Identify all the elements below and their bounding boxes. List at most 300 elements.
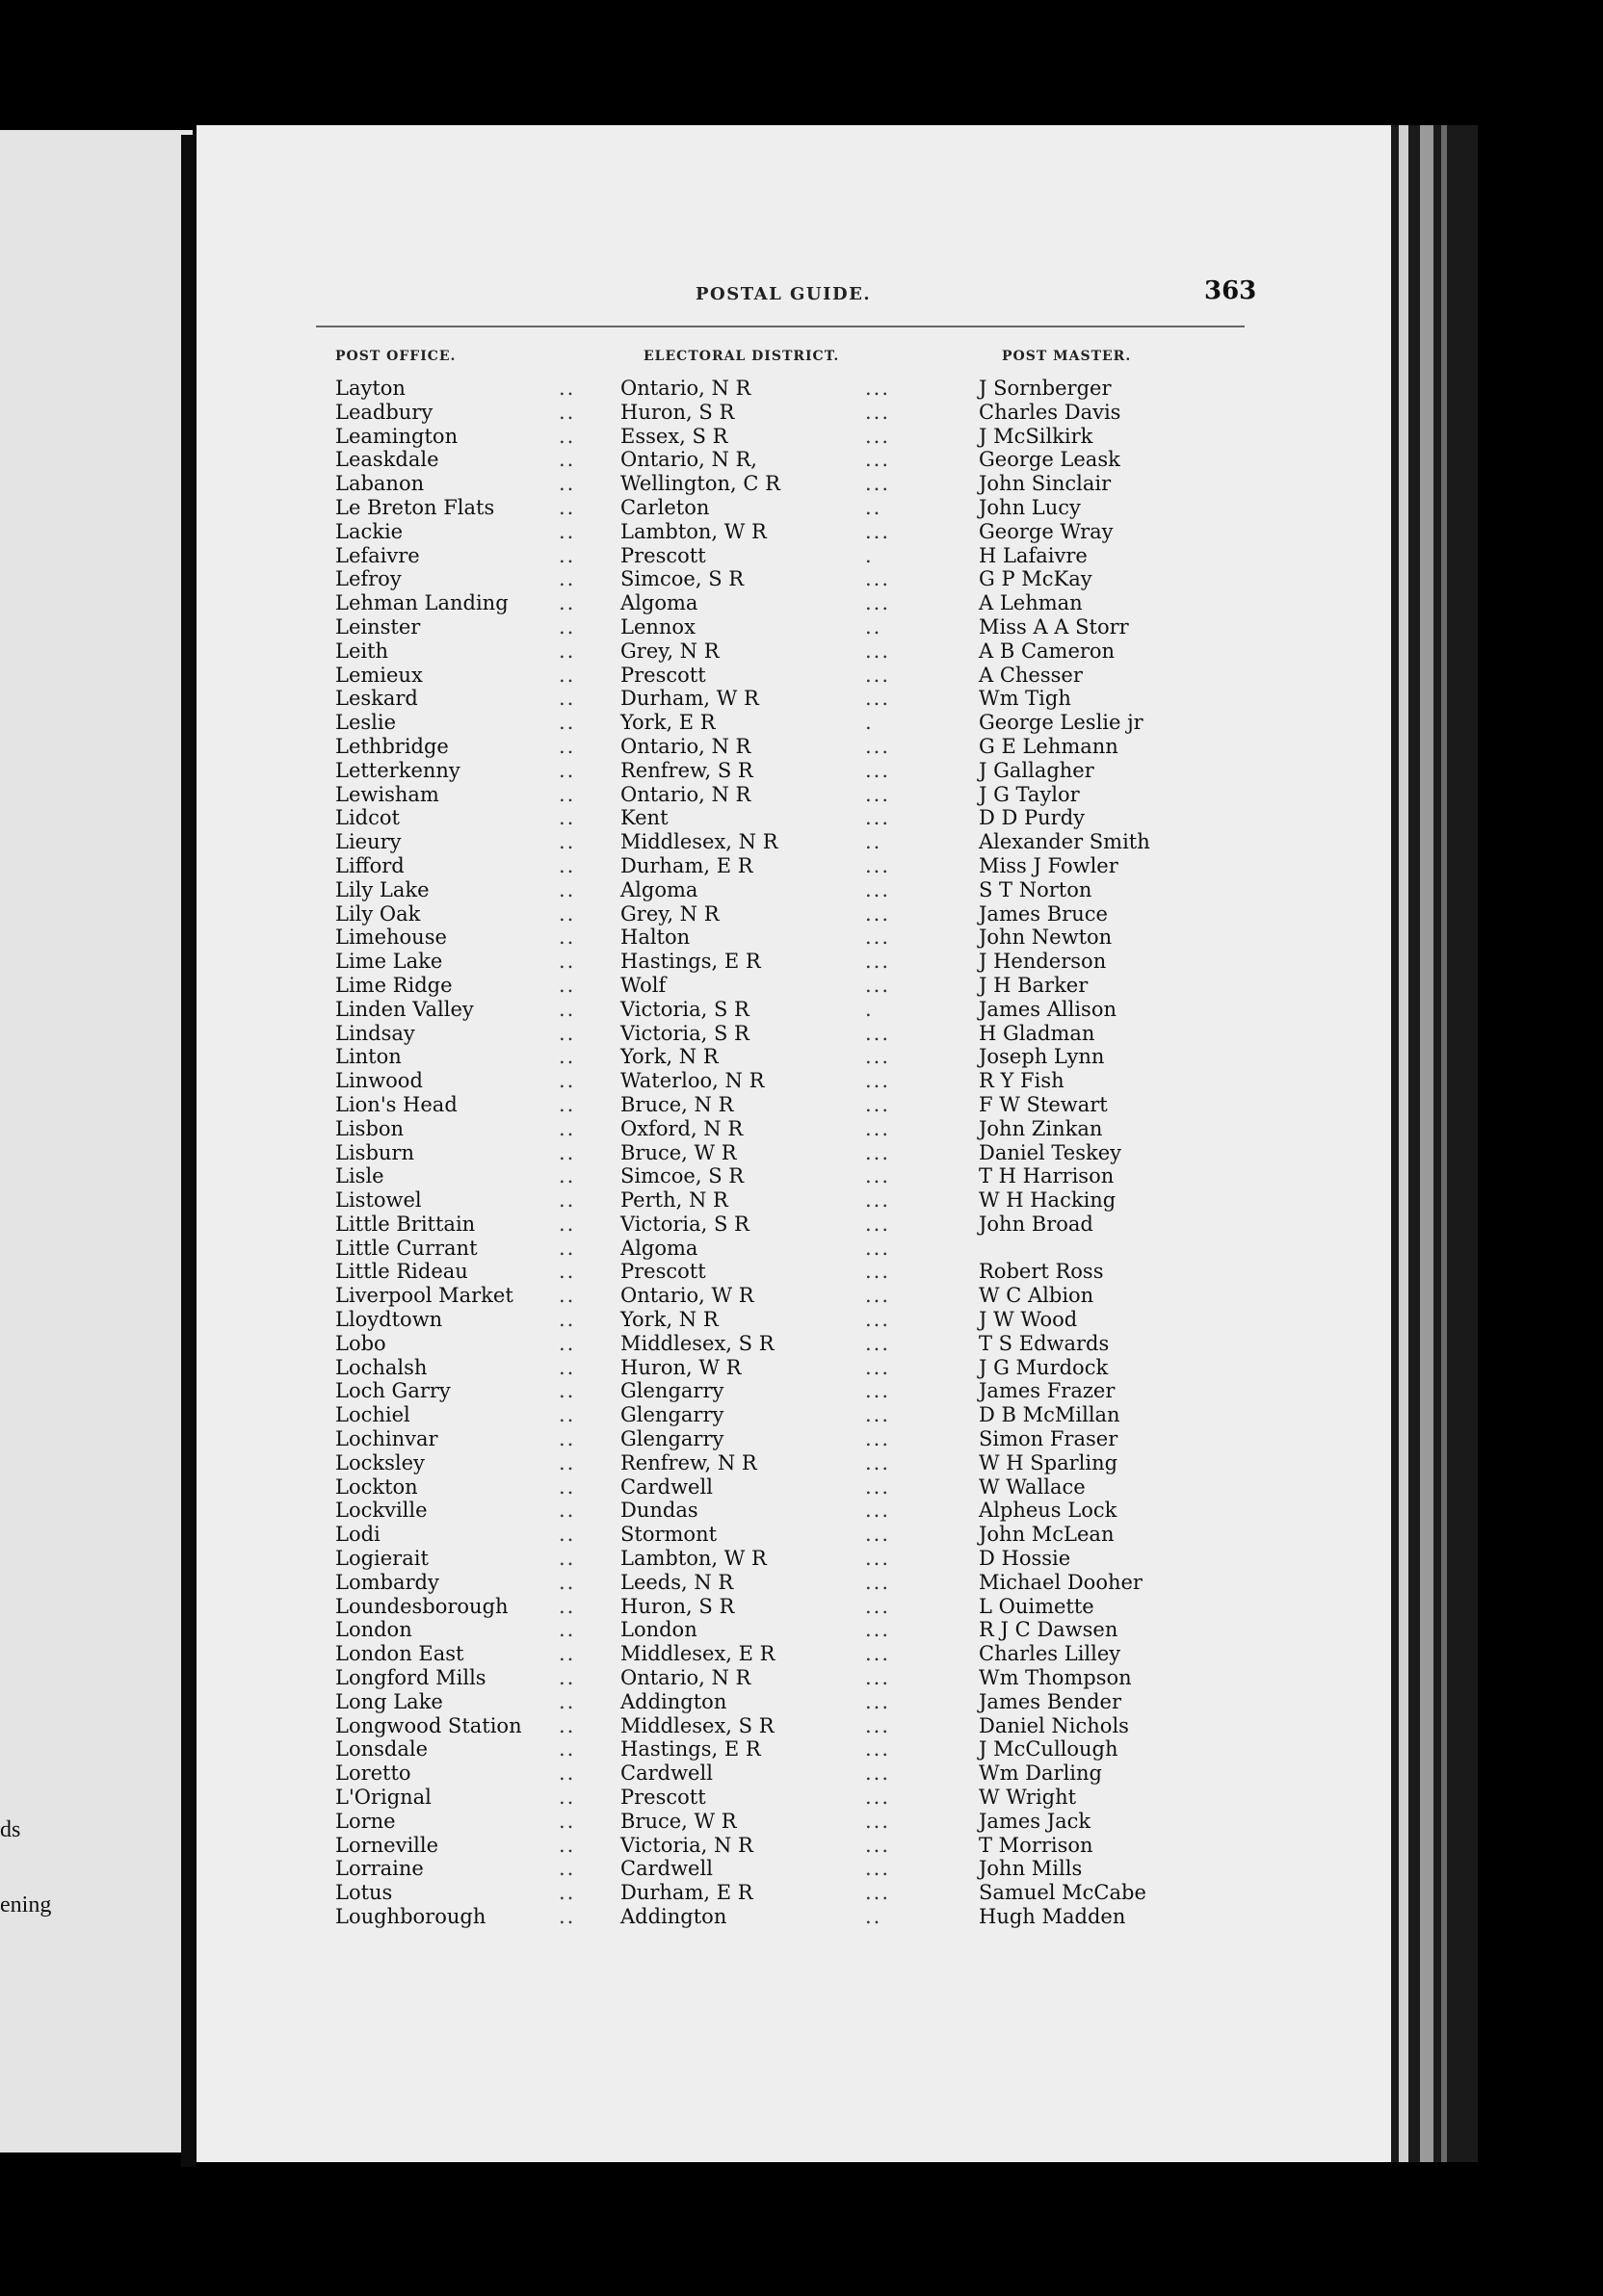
column-header-post-office: POST OFFICE.: [335, 349, 457, 364]
leader-dots: ..: [559, 1403, 576, 1427]
leader-dots: ...: [865, 758, 891, 782]
leader-dots: ..: [559, 663, 576, 687]
post-master-cell: Charles Davis: [979, 400, 1121, 424]
leader-dots: ..: [559, 926, 576, 950]
post-office-cell: Little Rideau: [335, 1260, 468, 1284]
table-row: [197, 664, 1391, 688]
post-master-cell: F W Stewart: [979, 1092, 1108, 1116]
table-row: [197, 496, 1391, 520]
post-master-cell: W H Hacking: [979, 1188, 1117, 1213]
post-office-cell: Lewisham: [335, 782, 439, 806]
post-office-cell: Lochiel: [335, 1403, 410, 1427]
leader-dots: .: [865, 711, 874, 735]
leader-dots: ...: [865, 1379, 891, 1403]
post-office-cell: Lily Oak: [335, 901, 421, 926]
post-office-cell: Lobo: [335, 1331, 386, 1355]
electoral-district-cell: Glengarry: [620, 1427, 724, 1451]
electoral-district-cell: Grey, N R: [620, 901, 720, 926]
leader-dots: ..: [559, 1116, 576, 1140]
leader-dots: ...: [865, 1308, 891, 1332]
table-row: [197, 1427, 1391, 1451]
post-master-cell: J G Taylor: [979, 782, 1080, 806]
table-row: [197, 1571, 1391, 1595]
post-master-cell: Robert Ross: [979, 1260, 1104, 1284]
leader-dots: .: [865, 543, 874, 567]
leader-dots: ...: [865, 1570, 891, 1594]
electoral-district-cell: Waterloo, N R: [620, 1069, 765, 1093]
electoral-district-cell: Wolf: [620, 973, 667, 997]
leader-dots: ...: [865, 1642, 891, 1666]
electoral-district-cell: Kent: [620, 806, 669, 830]
post-office-cell: Lehman Landing: [335, 591, 509, 615]
electoral-district-cell: Essex, S R: [620, 424, 728, 448]
page-edge-stack: [1391, 125, 1478, 2162]
post-office-cell: Logierait: [335, 1547, 429, 1571]
table-row: [197, 1786, 1391, 1810]
leader-dots: ...: [865, 950, 891, 974]
post-master-cell: A Lehman: [979, 591, 1083, 615]
leader-dots: ...: [865, 1474, 891, 1499]
post-master-cell: H Lafaivre: [979, 543, 1088, 567]
post-office-cell: Lockville: [335, 1499, 428, 1523]
post-master-cell: L Ouimette: [979, 1594, 1094, 1618]
leader-dots: ..: [559, 543, 576, 567]
electoral-district-cell: Simcoe, S R: [620, 1164, 745, 1188]
table-row: [197, 1666, 1391, 1690]
table-row: [197, 1141, 1391, 1165]
leader-dots: ...: [865, 806, 891, 830]
post-office-cell: Long Lake: [335, 1689, 443, 1713]
electoral-district-cell: Prescott: [620, 663, 706, 687]
electoral-district-cell: Victoria, S R: [620, 1021, 749, 1045]
electoral-district-cell: York, N R: [620, 1045, 719, 1069]
electoral-district-cell: Simcoe, S R: [620, 567, 745, 591]
leader-dots: ..: [865, 830, 882, 854]
electoral-district-cell: Bruce, N R: [620, 1092, 734, 1116]
table-row: [197, 1356, 1391, 1380]
table-row: [197, 735, 1391, 759]
post-master-cell: J W Wood: [979, 1308, 1078, 1332]
table-row: [197, 1475, 1391, 1500]
electoral-district-cell: York, N R: [620, 1308, 719, 1332]
table-row: [197, 615, 1391, 639]
post-master-cell: Wm Tigh: [979, 687, 1071, 711]
leader-dots: ...: [865, 1833, 891, 1857]
table-row: [197, 472, 1391, 496]
table-row: [197, 998, 1391, 1022]
electoral-district-cell: Lennox: [620, 614, 696, 639]
table-row: [197, 1069, 1391, 1093]
table-row: [197, 950, 1391, 974]
table-row: [197, 1761, 1391, 1786]
left-page-fragment: ds: [0, 1817, 21, 1842]
table-row: [197, 1117, 1391, 1141]
leader-dots: ..: [559, 1427, 576, 1451]
post-office-cell: Lime Ridge: [335, 973, 453, 997]
table-row: [197, 1642, 1391, 1666]
post-master-cell: Michael Dooher: [979, 1570, 1143, 1594]
post-office-cell: Leadbury: [335, 400, 434, 424]
leader-dots: ..: [559, 1331, 576, 1355]
electoral-district-cell: Middlesex, S R: [620, 1331, 775, 1355]
leader-dots: ..: [559, 1618, 576, 1642]
electoral-district-cell: Durham, E R: [620, 1881, 753, 1905]
table-row: [197, 974, 1391, 998]
electoral-district-cell: Victoria, N R: [620, 1833, 753, 1857]
post-master-cell: W H Sparling: [979, 1450, 1118, 1474]
electoral-district-cell: Huron, W R: [620, 1355, 742, 1379]
leader-dots: ..: [559, 1355, 576, 1379]
leader-dots: ...: [865, 1689, 891, 1713]
post-office-cell: Lily Lake: [335, 877, 430, 901]
electoral-district-cell: Renfrew, S R: [620, 758, 753, 782]
leader-dots: ..: [559, 1069, 576, 1093]
leader-dots: ..: [559, 734, 576, 758]
post-master-cell: G P McKay: [979, 567, 1092, 591]
leader-dots: ..: [559, 1761, 576, 1786]
leader-dots: ..: [559, 1308, 576, 1332]
electoral-district-cell: Cardwell: [620, 1474, 713, 1499]
table-row: [197, 1308, 1391, 1332]
table-row: [197, 448, 1391, 472]
leader-dots: ...: [865, 1092, 891, 1116]
post-office-cell: Limehouse: [335, 926, 447, 950]
electoral-district-cell: Addington: [620, 1905, 727, 1928]
leader-dots: ..: [559, 1021, 576, 1045]
leader-dots: ...: [865, 877, 891, 901]
table-row: [197, 1690, 1391, 1714]
post-office-cell: Little Brittain: [335, 1212, 476, 1236]
post-master-cell: Miss J Fowler: [979, 853, 1118, 877]
post-master-cell: John Mills: [979, 1857, 1083, 1881]
post-master-cell: Joseph Lynn: [979, 1045, 1105, 1069]
book-gutter: [181, 135, 197, 2167]
post-master-cell: J Sornberger: [979, 377, 1112, 400]
post-master-cell: T S Edwards: [979, 1331, 1110, 1355]
post-master-cell: John Zinkan: [979, 1116, 1103, 1140]
post-master-cell: J McSilkirk: [979, 424, 1093, 448]
post-office-cell: Lombardy: [335, 1570, 439, 1594]
table-row: [197, 1810, 1391, 1834]
post-master-cell: Wm Darling: [979, 1761, 1102, 1786]
post-master-cell: T H Harrison: [979, 1164, 1115, 1188]
left-page-edge: [0, 130, 193, 2152]
post-master-cell: R J C Dawsen: [979, 1618, 1118, 1642]
post-office-cell: Lemieux: [335, 663, 423, 687]
document-page: [197, 125, 1391, 2162]
leader-dots: ...: [865, 1713, 891, 1737]
leader-dots: ..: [559, 1642, 576, 1666]
page-number: 363: [1204, 276, 1257, 305]
post-master-cell: Alpheus Lock: [979, 1499, 1117, 1523]
leader-dots: ..: [559, 614, 576, 639]
leader-dots: ..: [559, 1905, 576, 1928]
table-row: [197, 806, 1391, 830]
leader-dots: ..: [559, 973, 576, 997]
post-master-cell: Samuel McCabe: [979, 1881, 1146, 1905]
electoral-district-cell: Ontario, W R: [620, 1284, 754, 1308]
leader-dots: ..: [559, 1570, 576, 1594]
table-row: [197, 639, 1391, 664]
post-master-cell: George Wray: [979, 519, 1114, 543]
post-office-cell: Lisburn: [335, 1140, 414, 1164]
post-office-cell: Lodi: [335, 1523, 381, 1547]
post-master-cell: W Wright: [979, 1786, 1077, 1810]
post-master-cell: J Henderson: [979, 950, 1107, 974]
post-master-cell: G E Lehmann: [979, 734, 1118, 758]
electoral-district-cell: Prescott: [620, 543, 706, 567]
leader-dots: ...: [865, 1450, 891, 1474]
post-office-cell: Linwood: [335, 1069, 423, 1093]
post-office-cell: Lochinvar: [335, 1427, 438, 1451]
post-office-cell: Labanon: [335, 472, 425, 496]
post-office-cell: Longford Mills: [335, 1666, 486, 1690]
leader-dots: ...: [865, 1140, 891, 1164]
post-master-cell: James Frazer: [979, 1379, 1116, 1403]
table-row: [197, 1714, 1391, 1738]
post-master-cell: Daniel Teskey: [979, 1140, 1122, 1164]
table-row: [197, 1595, 1391, 1619]
post-office-cell: Lorne: [335, 1809, 396, 1833]
post-master-cell: James Bruce: [979, 901, 1108, 926]
table-row: [197, 878, 1391, 902]
table-row: [197, 687, 1391, 711]
table-row: [197, 1022, 1391, 1046]
leader-dots: ...: [865, 1069, 891, 1093]
column-header-post-master: POST MASTER.: [1002, 349, 1132, 364]
leader-dots: ...: [865, 400, 891, 424]
leader-dots: ..: [559, 1450, 576, 1474]
post-office-cell: Lonsdale: [335, 1737, 428, 1761]
post-master-cell: R Y Fish: [979, 1069, 1064, 1093]
electoral-district-cell: Carleton: [620, 495, 710, 519]
leader-dots: ...: [865, 448, 891, 472]
leader-dots: ...: [865, 591, 891, 615]
table-row: [197, 520, 1391, 544]
table-row: [197, 1523, 1391, 1547]
electoral-district-cell: Leeds, N R: [620, 1570, 734, 1594]
post-office-cell: Letterkenny: [335, 758, 460, 782]
electoral-district-cell: Lambton, W R: [620, 519, 767, 543]
post-office-cell: Lefaivre: [335, 543, 420, 567]
electoral-district-cell: Durham, E R: [620, 853, 753, 877]
electoral-district-cell: Middlesex, N R: [620, 830, 778, 854]
post-office-cell: Loughborough: [335, 1905, 486, 1928]
electoral-district-cell: Glengarry: [620, 1379, 724, 1403]
leader-dots: ..: [559, 1737, 576, 1761]
post-master-cell: Hugh Madden: [979, 1905, 1126, 1928]
electoral-district-cell: Oxford, N R: [620, 1116, 744, 1140]
electoral-district-cell: Hastings, E R: [620, 950, 761, 974]
electoral-district-cell: Dundas: [620, 1499, 698, 1523]
post-office-cell: Lloydtown: [335, 1308, 443, 1332]
electoral-district-cell: Glengarry: [620, 1403, 724, 1427]
post-master-cell: J McCullough: [979, 1737, 1118, 1761]
table-row: [197, 783, 1391, 807]
leader-dots: ...: [865, 853, 891, 877]
table-row: [197, 1451, 1391, 1475]
leader-dots: ...: [865, 1666, 891, 1690]
leader-dots: ...: [865, 567, 891, 591]
electoral-district-cell: Durham, W R: [620, 687, 759, 711]
table-row: [197, 1093, 1391, 1117]
leader-dots: ..: [559, 519, 576, 543]
table-row: [197, 1547, 1391, 1571]
post-master-cell: H Gladman: [979, 1021, 1095, 1045]
electoral-district-cell: Prescott: [620, 1260, 706, 1284]
electoral-district-cell: Perth, N R: [620, 1188, 728, 1213]
leader-dots: ..: [559, 1523, 576, 1547]
post-master-cell: T Morrison: [979, 1833, 1093, 1857]
table-row: [197, 1905, 1391, 1929]
table-row: [197, 1834, 1391, 1858]
leader-dots: ..: [559, 1689, 576, 1713]
post-master-cell: D B McMillan: [979, 1403, 1120, 1427]
post-office-cell: Locksley: [335, 1450, 425, 1474]
post-master-cell: Wm Thompson: [979, 1666, 1132, 1690]
leader-dots: ...: [865, 1594, 891, 1618]
electoral-district-cell: Cardwell: [620, 1761, 713, 1786]
leader-dots: ..: [559, 711, 576, 735]
leader-dots: ...: [865, 1881, 891, 1905]
column-header-electoral-district: ELECTORAL DISTRICT.: [644, 349, 840, 364]
post-office-cell: Leamington: [335, 424, 459, 448]
leader-dots: ..: [559, 1713, 576, 1737]
electoral-district-cell: Lambton, W R: [620, 1547, 767, 1571]
leader-dots: ...: [865, 1260, 891, 1284]
table-row: [197, 1213, 1391, 1237]
electoral-district-cell: Middlesex, S R: [620, 1713, 775, 1737]
post-office-cell: Lochalsh: [335, 1355, 428, 1379]
post-office-cell: Lidcot: [335, 806, 400, 830]
post-office-cell: Lockton: [335, 1474, 418, 1499]
electoral-district-cell: Victoria, S R: [620, 997, 749, 1021]
table-row: [197, 830, 1391, 854]
leader-dots: ..: [559, 400, 576, 424]
post-office-cell: Loch Garry: [335, 1379, 451, 1403]
leader-dots: ..: [559, 1212, 576, 1236]
post-master-cell: S T Norton: [979, 877, 1092, 901]
leader-dots: ...: [865, 663, 891, 687]
post-office-cell: Liverpool Market: [335, 1284, 513, 1308]
leader-dots: ...: [865, 1737, 891, 1761]
post-office-cell: London: [335, 1618, 412, 1642]
post-master-cell: D Hossie: [979, 1547, 1071, 1571]
leader-dots: ..: [559, 830, 576, 854]
leader-dots: ..: [559, 758, 576, 782]
leader-dots: ..: [865, 495, 882, 519]
electoral-district-cell: Cardwell: [620, 1857, 713, 1881]
running-title: POSTAL GUIDE.: [696, 284, 872, 304]
electoral-district-cell: Renfrew, N R: [620, 1450, 757, 1474]
post-master-cell: Miss A A Storr: [979, 614, 1129, 639]
leader-dots: ..: [559, 1786, 576, 1810]
leader-dots: ...: [865, 1188, 891, 1213]
electoral-district-cell: Prescott: [620, 1786, 706, 1810]
electoral-district-cell: Victoria, S R: [620, 1212, 749, 1236]
table-row: [197, 1403, 1391, 1427]
leader-dots: ..: [559, 1092, 576, 1116]
table-row: [197, 1237, 1391, 1261]
table-row: [197, 1379, 1391, 1403]
electoral-district-cell: Hastings, E R: [620, 1737, 761, 1761]
electoral-district-cell: Huron, S R: [620, 400, 735, 424]
leader-dots: ..: [559, 806, 576, 830]
leader-dots: ...: [865, 1618, 891, 1642]
leader-dots: ...: [865, 687, 891, 711]
table-row: [197, 567, 1391, 591]
table-row: [197, 1164, 1391, 1188]
table-row: [197, 1045, 1391, 1069]
post-office-cell: Little Currant: [335, 1236, 478, 1260]
post-office-cell: Lieury: [335, 830, 402, 854]
table-row: [197, 1332, 1391, 1356]
electoral-district-cell: Huron, S R: [620, 1594, 735, 1618]
leader-dots: ...: [865, 1355, 891, 1379]
post-master-cell: George Leask: [979, 448, 1120, 472]
header-rule: [316, 326, 1245, 327]
leader-dots: ..: [559, 1140, 576, 1164]
leader-dots: ..: [559, 782, 576, 806]
post-master-cell: James Allison: [979, 997, 1117, 1021]
electoral-district-cell: Addington: [620, 1689, 727, 1713]
post-office-cell: Lorraine: [335, 1857, 424, 1881]
electoral-district-cell: Algoma: [620, 1236, 698, 1260]
post-master-cell: John McLean: [979, 1523, 1115, 1547]
electoral-district-cell: Halton: [620, 926, 691, 950]
post-office-cell: Leinster: [335, 614, 421, 639]
post-master-cell: John Lucy: [979, 495, 1081, 519]
electoral-district-cell: Stormont: [620, 1523, 718, 1547]
post-office-cell: Lindsay: [335, 1021, 415, 1045]
leader-dots: ..: [865, 1905, 882, 1928]
leader-dots: ...: [865, 782, 891, 806]
table-row: [197, 1499, 1391, 1523]
leader-dots: ...: [865, 1809, 891, 1833]
post-office-cell: London East: [335, 1642, 464, 1666]
post-office-cell: Lisle: [335, 1164, 384, 1188]
leader-dots: ..: [559, 1164, 576, 1188]
leader-dots: ...: [865, 1403, 891, 1427]
leader-dots: ..: [559, 567, 576, 591]
leader-dots: ...: [865, 519, 891, 543]
electoral-district-cell: Ontario, N R: [620, 782, 751, 806]
leader-dots: ...: [865, 1761, 891, 1786]
table-row: [197, 544, 1391, 568]
leader-dots: ..: [559, 1881, 576, 1905]
leader-dots: ..: [559, 639, 576, 663]
post-office-cell: L'Orignal: [335, 1786, 432, 1810]
post-office-cell: Leslie: [335, 711, 397, 735]
table-row: [197, 902, 1391, 926]
electoral-district-cell: Middlesex, E R: [620, 1642, 775, 1666]
leader-dots: ...: [865, 1786, 891, 1810]
table-row: [197, 401, 1391, 425]
leader-dots: ..: [559, 1547, 576, 1571]
leader-dots: ..: [559, 901, 576, 926]
electoral-district-cell: Ontario, N R: [620, 377, 751, 400]
leader-dots: ..: [559, 424, 576, 448]
leader-dots: ..: [559, 495, 576, 519]
leader-dots: ..: [559, 1260, 576, 1284]
leader-dots: ..: [559, 1499, 576, 1523]
table-row: [197, 1260, 1391, 1284]
leader-dots: ..: [559, 1857, 576, 1881]
post-office-cell: Lifford: [335, 853, 405, 877]
post-master-cell: Daniel Nichols: [979, 1713, 1129, 1737]
leader-dots: ...: [865, 1116, 891, 1140]
post-master-cell: A B Cameron: [979, 639, 1116, 663]
